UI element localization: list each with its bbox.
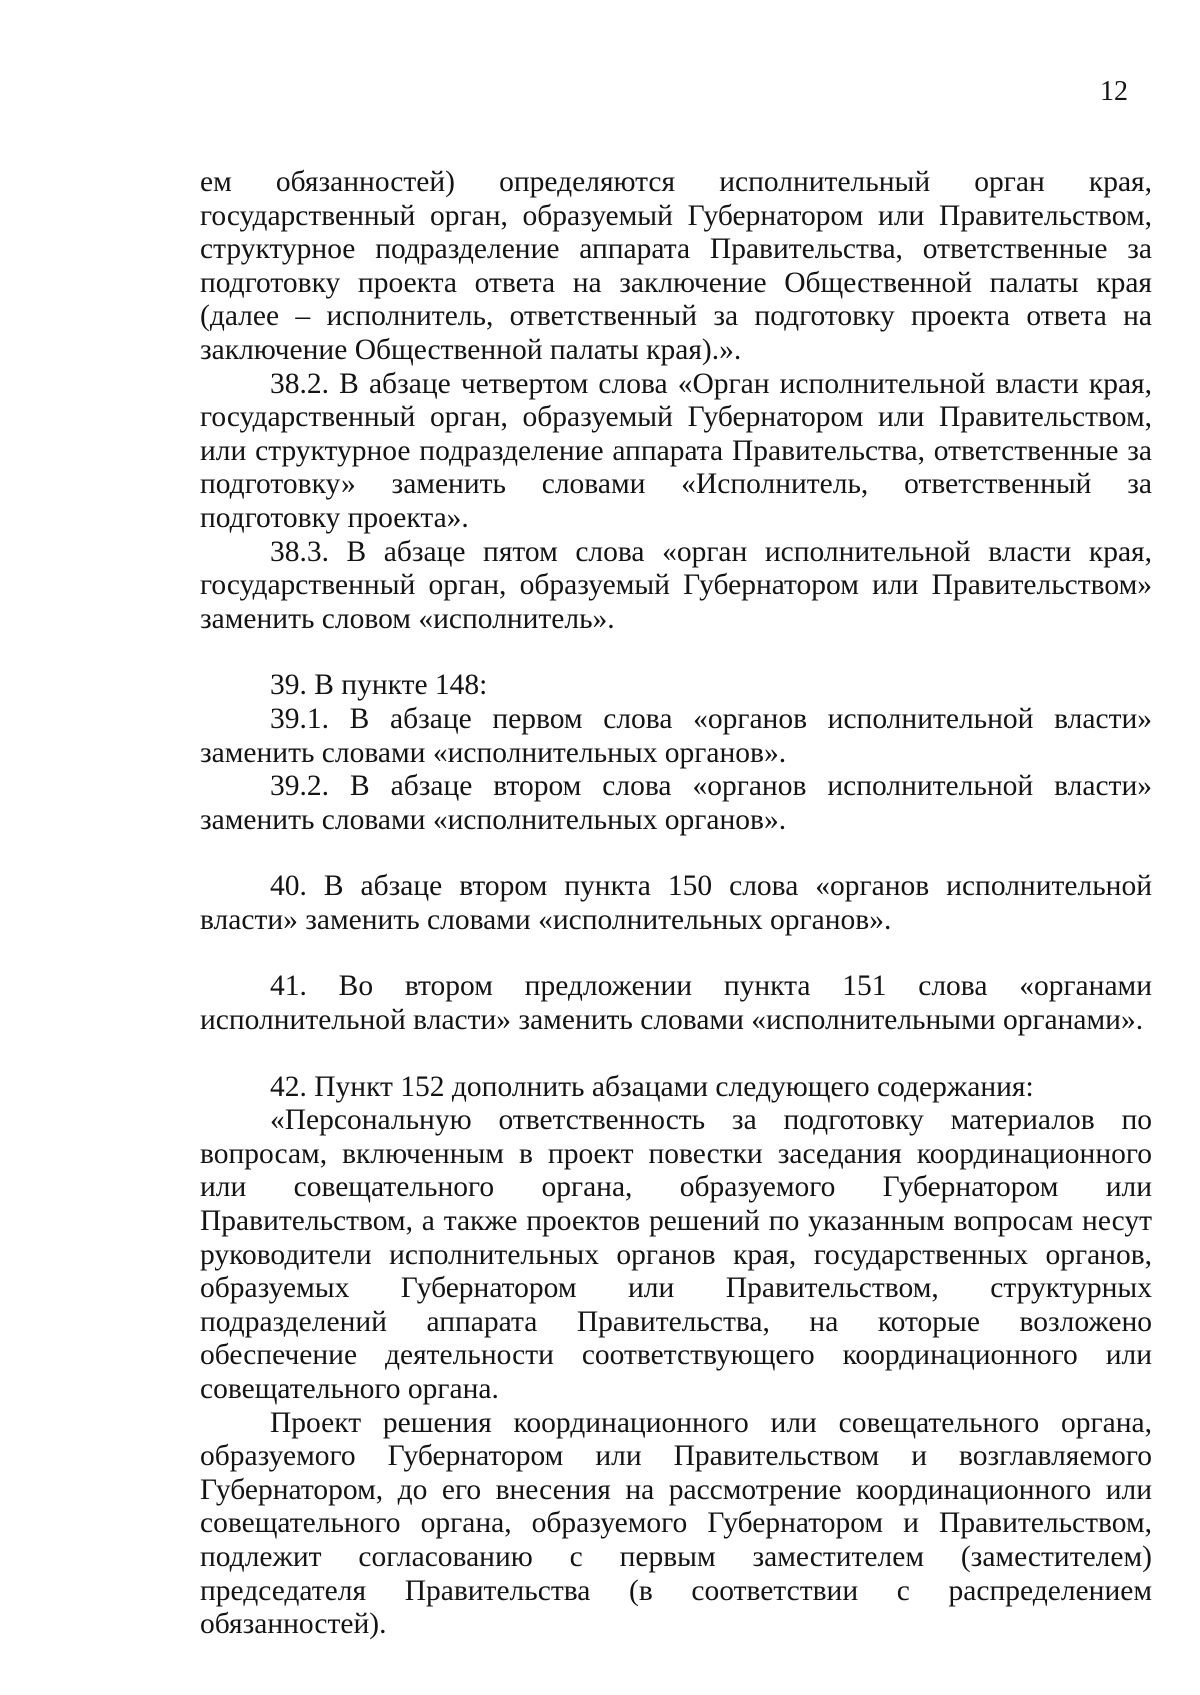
paragraph-42-quote-2: Проект решения координационного или совещательного органа, образуемого Губернатором или Правительством и возглавляемого Губернатором, до его внесения на рассмотрение координационного или совещательного органа, образуемого Губернатором и Правительством, подлежит согласованию с первым заместителем (заместителем) председателя Правительства (в соответствии с распределением обязанностей). [200,1406,1152,1641]
paragraph-39: 39. В пункте 148: [270,669,488,702]
paragraph-42-quote-1: «Персональную ответственность за подготовку материалов по вопросам, включенным в проект повестки заседания координационного или совещательного органа, образуемого Губернатором или Правительством, а также проектов решений по указанным вопросам несут руководители исполнительных органов края, государственных органов, образуемых Губернатором или Правительством, структурных подразделений аппарата Правительства, на которые возложено обеспечение деятельности соответствующего координационного или совещательного органа. [200,1104,1152,1405]
paragraph-39-1: 39.1. В абзаце первом слова «органов исполнительной власти» заменить словами «исполнительных органов». [200,702,1152,769]
paragraph-40: 40. В абзаце втором пункта 150 слова «органов исполнительной власти» заменить словами «исполнительных органов». [200,870,1152,936]
paragraph-38-2: 38.2. В абзаце четвертом слова «Орган исполнительной власти края, государственный орган, образуемый Губернатором или Правительством, или структурное подразделение аппарата Правительства, ответственные за подготовку» заменить словами «Исполнитель, ответственный за подготовку проекта». [200,367,1152,534]
paragraph-42: 42. Пункт 152 дополнить абзацами следующего содержания: [270,1070,1034,1103]
paragraph-41: 41. Во втором предложении пункта 151 слова «органами исполнительной власти» заменить словами «исполнительными органами». [200,970,1152,1037]
paragraph-continuation: ем обязанностей) определяются исполнительный орган края, государственный орган, образуемый Губернатором или Правительством, структурное подразделение аппарата Правительства, ответственные за подготовку проекта ответа на заключение Общественной палаты края (далее – исполнитель, ответственный за подготовку проекта ответа на заключение Общественной палаты края).». [200,166,1152,366]
document-body [200,166,1152,1642]
paragraph-39-2: 39.2. В абзаце втором слова «органов исполнительной власти» заменить словами «исполнительных органов». [200,770,1152,836]
paragraph-38-3: 38.3. В абзаце пятом слова «орган исполнительной власти края, государственный орган, образуемый Губернатором или Правительством» заменить словом «исполнитель». [200,535,1152,635]
page-number: 12 [1100,76,1128,107]
